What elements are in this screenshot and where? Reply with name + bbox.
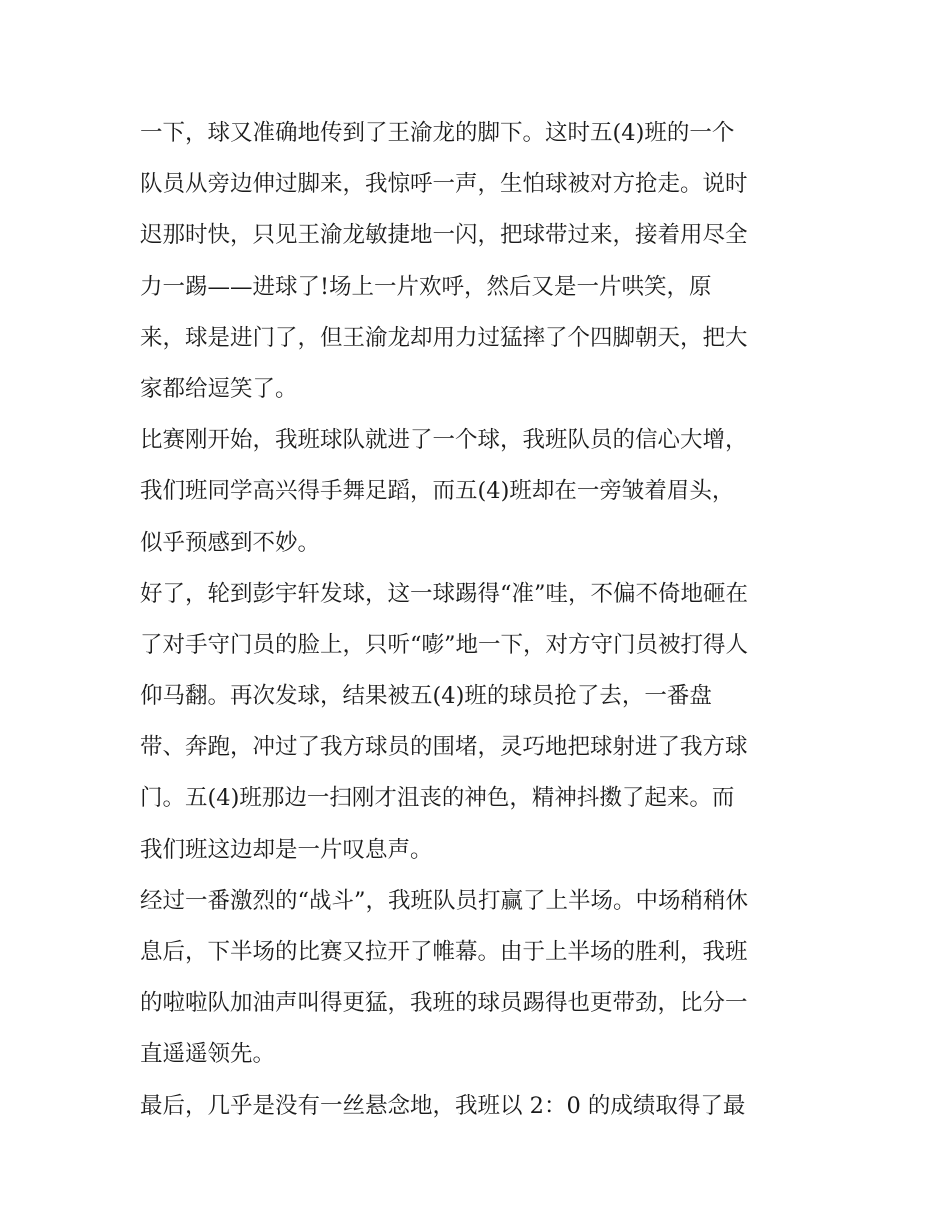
text-line: 仰马翻。再次发球，结果被五(4)班的球员抢了去，一番盘 xyxy=(140,683,712,710)
text-line: 好了，轮到彭宇轩发球，这一球踢得“准”哇，不偏不倚地砸在 xyxy=(140,580,749,607)
document-body xyxy=(140,108,820,1132)
text-line: 迟那时快，只见王渝龙敏捷地一闪，把球带过来，接着用尽全 xyxy=(140,222,748,249)
text-line: 队员从旁边伸过脚来，我惊呼一声，生怕球被对方抢走。说时 xyxy=(140,171,748,198)
text-line: 一下，球又准确地传到了王渝龙的脚下。这时五(4)班的一个 xyxy=(140,120,735,146)
text-line: 我们班同学高兴得手舞足蹈，而五(4)班却在一旁皱着眉头， xyxy=(140,478,735,505)
text-line: 门。五(4)班那边一扫刚才沮丧的神色，精神抖擞了起来。而 xyxy=(140,785,735,812)
text-line: 带、奔跑，冲过了我方球员的围堵，灵巧地把球射进了我方球 xyxy=(140,734,748,761)
text-line: 比赛刚开始，我班球队就进了一个球，我班队员的信心大增， xyxy=(140,427,748,454)
text-line: 似乎预感到不妙。 xyxy=(140,529,321,556)
text-line: 经过一番激烈的“战斗”，我班队员打赢了上半场。中场稍稍休 xyxy=(140,887,749,914)
text-line: 直遥遥领先。 xyxy=(140,1041,276,1068)
text-line: 来，球是进门了，但王渝龙却用力过猛摔了个四脚朝天，把大 xyxy=(140,324,748,351)
text-line: 我们班这边却是一片叹息声。 xyxy=(140,836,433,863)
text-line: 了对手守门员的脸上，只听“嘭”地一下，对方守门员被打得人 xyxy=(140,631,749,658)
text-line: 的啦啦队加油声叫得更猛，我班的球员踢得也更带劲，比分一 xyxy=(140,990,748,1017)
text-line: 家都给逗笑了。 xyxy=(140,375,298,402)
text-line: 最后，几乎是没有一丝悬念地，我班以 2：0 的成绩取得了最 xyxy=(140,1092,746,1119)
text-line: 息后，下半场的比赛又拉开了帷幕。由于上半场的胜利，我班 xyxy=(140,939,748,965)
text-line: 力一踢——进球了!场上一片欢呼，然后又是一片哄笑，原 xyxy=(140,273,712,300)
